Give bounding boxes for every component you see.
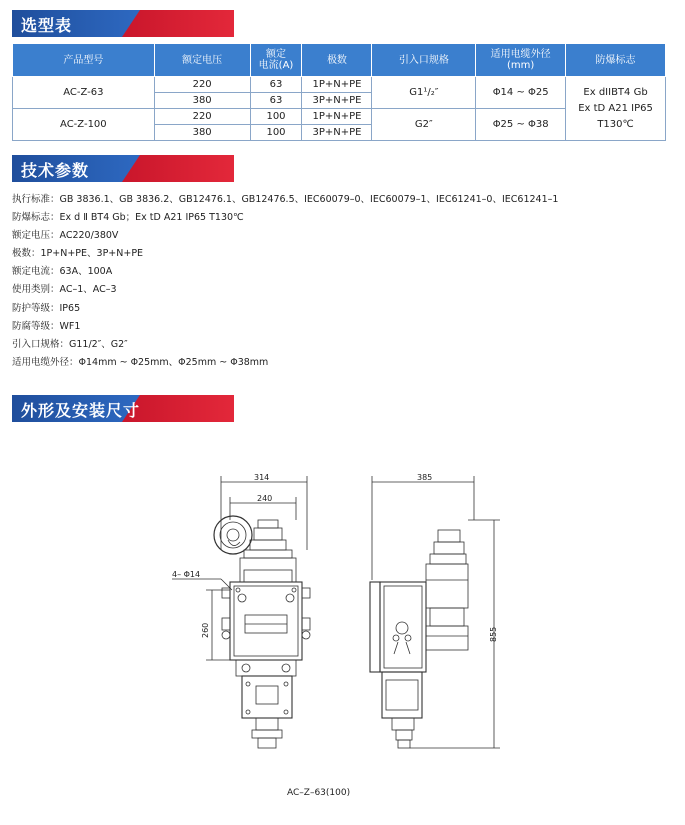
cell-current: 63 [250, 77, 302, 93]
cell-current: 100 [250, 125, 302, 141]
spec-category: 使用类别：AC–1、AC–3 [12, 284, 117, 296]
spec-list [12, 191, 558, 372]
header-model: 产品型号 [13, 44, 155, 77]
cell-voltage: 380 [154, 125, 250, 141]
dim-260: 260 [201, 622, 210, 638]
section-title-tech: 技术参数 [21, 161, 90, 180]
cell-entry: G1¹/₂″ [372, 77, 476, 109]
spec-anticorrosion: 防腐等级：WF1 [12, 320, 81, 332]
cell-voltage: 220 [154, 77, 250, 93]
cell-current: 63 [250, 93, 302, 109]
spec-protection: 防护等级：IP65 [12, 302, 81, 314]
cell-current: 100 [250, 109, 302, 125]
dim-314: 314 [254, 473, 270, 482]
cell-poles: 3P+N+PE [302, 125, 372, 141]
cell-poles: 3P+N+PE [302, 93, 372, 109]
dim-385: 385 [417, 473, 433, 482]
cell-cable: Φ25 ~ Φ38 [476, 109, 566, 141]
front-view [172, 473, 310, 748]
dim-855: 855 [489, 626, 498, 642]
section-banner-dims [12, 395, 234, 422]
cell-voltage: 380 [154, 93, 250, 109]
selection-table [12, 43, 666, 141]
cell-exmark: Ex dIIBT4 Gb Ex tD A21 IP65 T130℃ [566, 77, 666, 141]
spec-entry: 引入口规格：G11/2″、G2″ [12, 338, 128, 350]
drawing-caption: AC–Z–63(100) [287, 788, 351, 798]
header-entry: 引入口规格 [372, 44, 476, 77]
cell-model: AC-Z-63 [13, 77, 155, 109]
cell-model: AC-Z-100 [13, 109, 155, 141]
spec-standard: 执行标准：GB 3836.1、GB 3836.2、GB12476.1、GB12476.5、IEC60079–0、IEC60079–1、IEC61241–0、IEC61241–1 [12, 194, 559, 205]
cell-voltage: 220 [154, 109, 250, 125]
spec-exmark: 防爆标志：Ex d Ⅱ BT4 Gb；Ex tD A21 IP65 T130℃ [12, 212, 244, 224]
header-cable: 适用电缆外径 (mm) [476, 44, 566, 77]
spec-voltage: 额定电压：AC220/380V [12, 230, 119, 242]
dimension-drawing [0, 440, 685, 825]
cell-poles: 1P+N+PE [302, 77, 372, 93]
cell-cable: Φ14 ~ Φ25 [476, 77, 566, 109]
table-row [13, 77, 666, 93]
section-banner-selection [12, 10, 234, 37]
side-view [370, 473, 500, 748]
header-voltage: 额定电压 [154, 44, 250, 77]
cell-entry: G2″ [372, 109, 476, 141]
spec-cable: 适用电缆外径：Φ14mm ~ Φ25mm、Φ25mm ~ Φ38mm [12, 356, 269, 368]
section-title-selection: 选型表 [21, 16, 73, 35]
dim-hole: 4– Φ14 [172, 570, 201, 579]
header-poles: 极数 [302, 44, 372, 77]
table-header-row [13, 44, 666, 77]
dim-240: 240 [257, 494, 273, 503]
header-exmark: 防爆标志 [566, 44, 666, 77]
cell-poles: 1P+N+PE [302, 109, 372, 125]
spec-poles: 极数：1P+N+PE、3P+N+PE [12, 248, 144, 260]
header-current: 额定 电流(A) [250, 44, 302, 77]
spec-current: 额定电流：63A、100A [12, 266, 113, 278]
section-title-dims: 外形及安装尺寸 [21, 401, 141, 420]
section-banner-tech [12, 155, 234, 182]
